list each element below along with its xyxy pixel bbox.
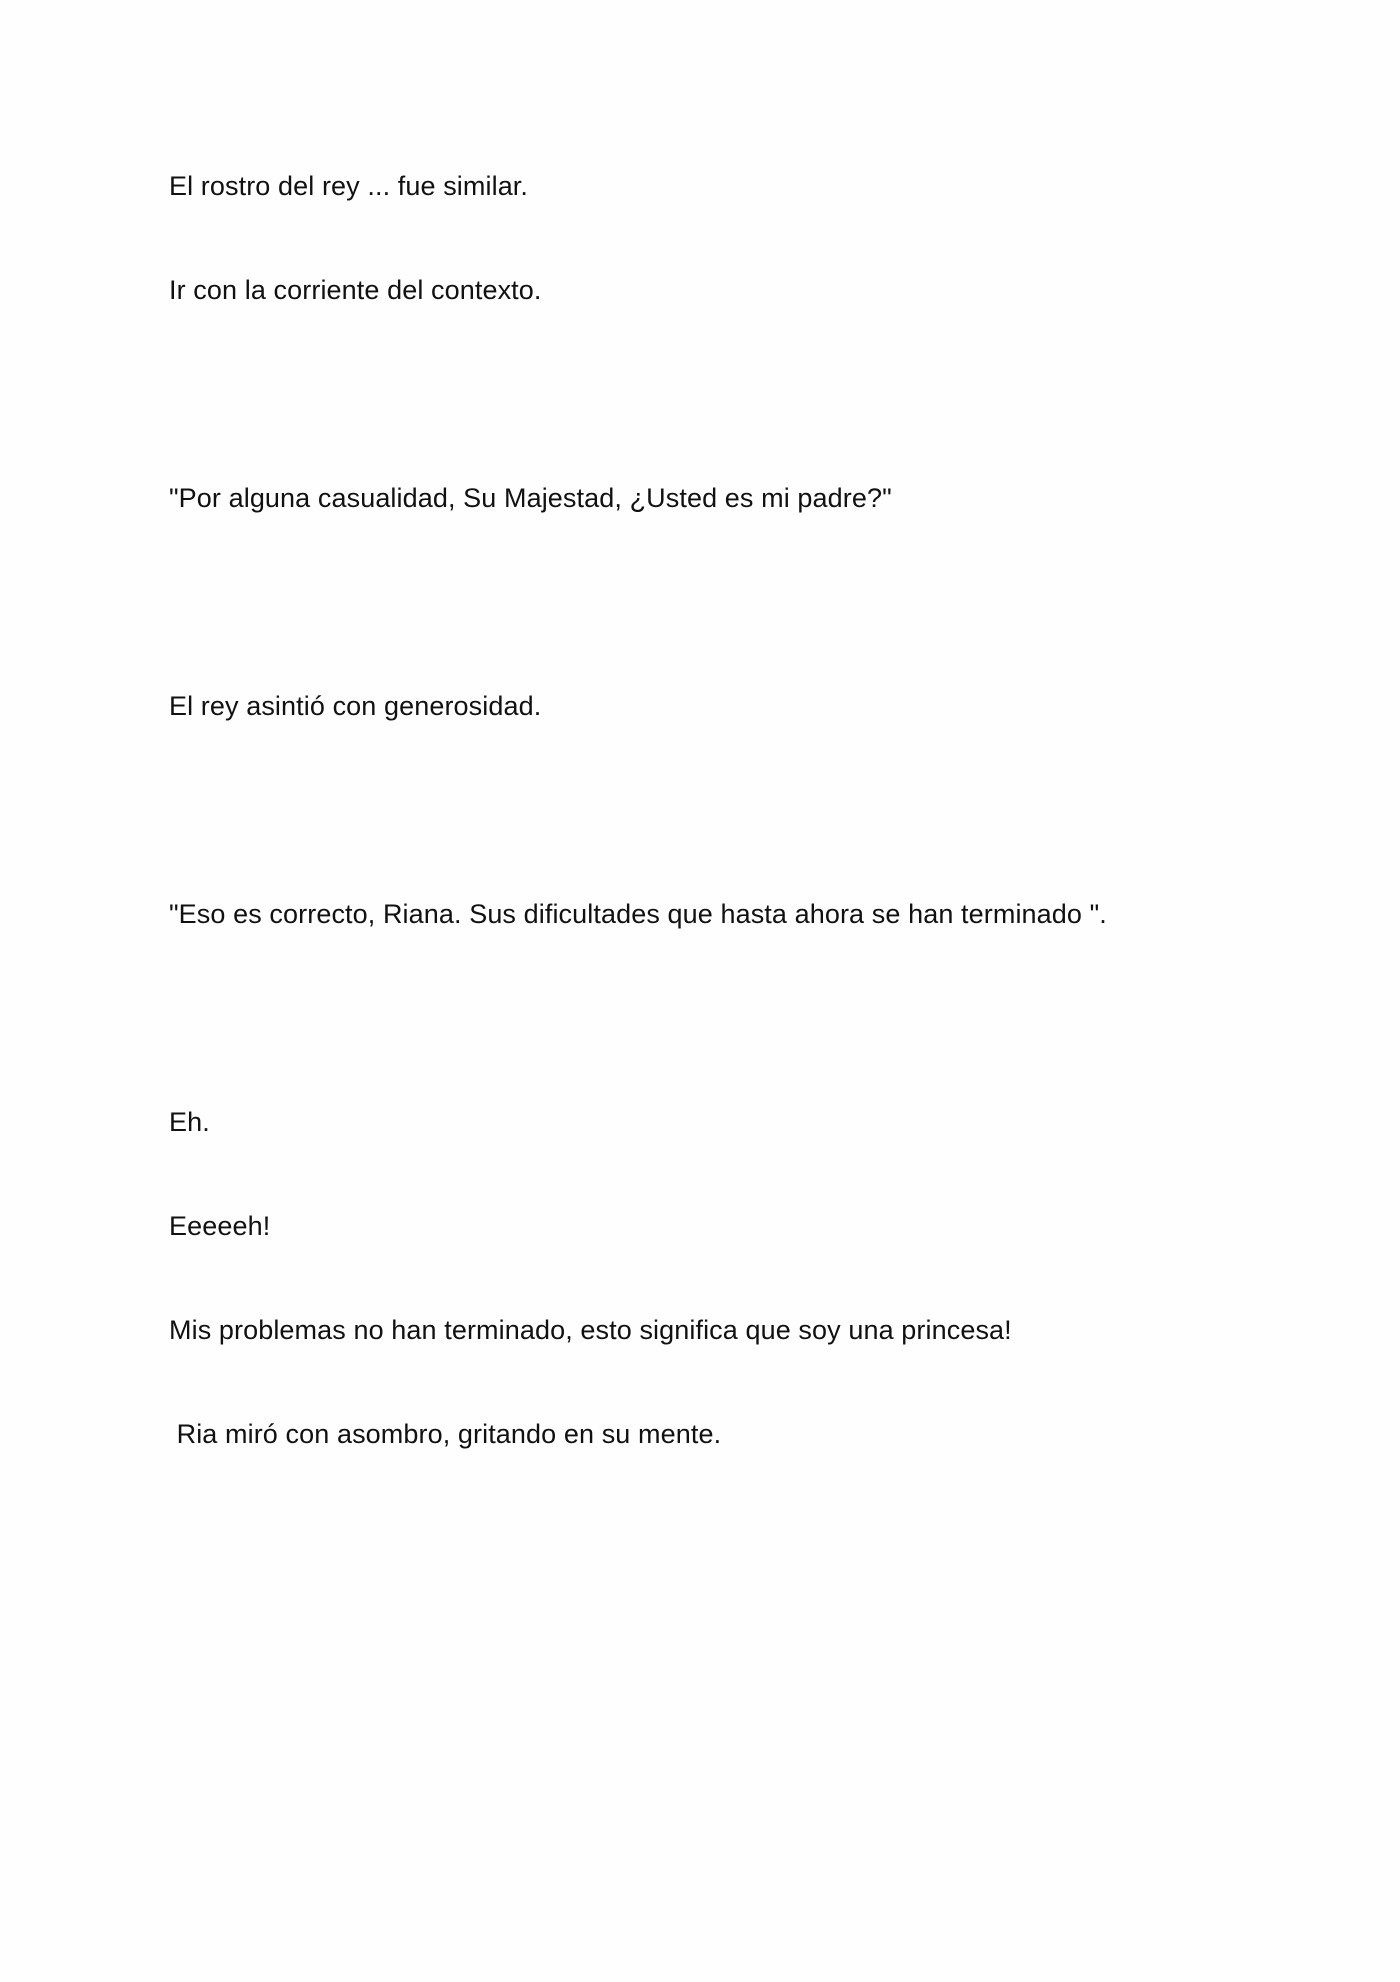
paragraph: Eh. xyxy=(169,1107,210,1137)
paragraph: Ir con la corriente del contexto. xyxy=(169,275,542,305)
paragraph: Mis problemas no han terminado, esto significa que soy una princesa! xyxy=(169,1315,1012,1345)
paragraph: Eeeeeh! xyxy=(169,1211,271,1241)
paragraph: El rey asintió con generosidad. xyxy=(169,691,542,721)
paragraph: Ria miró con asombro, gritando en su mente. xyxy=(169,1419,722,1449)
paragraph: "Eso es correcto, Riana. Sus dificultades que hasta ahora se han terminado ". xyxy=(169,899,1107,929)
paragraph: "Por alguna casualidad, Su Majestad, ¿Usted es mi padre?" xyxy=(169,483,892,513)
paragraph: El rostro del rey ... fue similar. xyxy=(169,171,529,201)
